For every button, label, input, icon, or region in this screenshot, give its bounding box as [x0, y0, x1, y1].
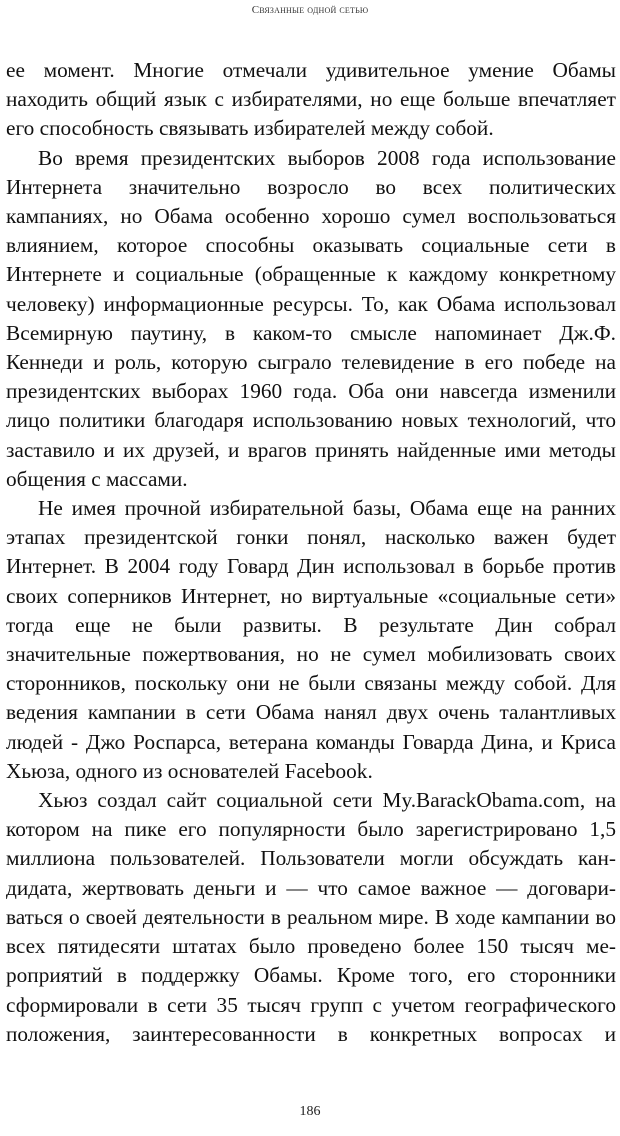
running-header: Связанные одной сетью [251, 4, 369, 16]
paragraph-4: Хьюз создал сайт социальной сети My.BarackObama.com, на котором на пике его популярности было зарегистрировано 1,5 миллиона пользователей. Пользователи могли обсуждать кандидата, жертвовать деньги и — что самое важное — договариваться о своей деятельности в реальном мире. В ходе кампании во всех пятидесяти штатах было проведено более 150 тысяч мероприятий в поддержку Обамы. Кроме того, его сторонники сформировали в сети 35 тысяч групп с учетом географического положения, заинтересованности в конкретных вопросах и [6, 788, 616, 1046]
paragraph-1: ее момент. Многие отмечали удивительное умение Обамы находить общий язык с избирателями, но еще больше впечатляет его способность связывать избирателей между собой. [6, 58, 616, 141]
page-number: 186 [299, 1104, 321, 1119]
paragraph-2: Во время президентских выборов 2008 года использование Интернета значительно возросло во всех политических кампаниях, но Обама особенно хорошо сумел воспользоваться влиянием, которое способны оказывать социальные сети в Интернете и социальные (обращенные к каждому конкретному человеку) информационные ресурсы. То, как Обама использовал Всемирную паутину, в каком-то смысле напоминает Дж.Ф. Кеннеди и роль, которую сыграло телевидение в его победе на президентских выборах 1960 года. Оба они навсегда изменили лицо политики благодаря использованию новых технологий, что заставило и их друзей, и врагов принять найденные ими методы общения с массами. [6, 145, 616, 491]
paragraph-3: Не имея прочной избирательной базы, Обама еще на ранних этапах президентской гонки понял, насколько важен будет Интернет. В 2004 году Говард Дин использовал в борьбе против своих соперников Интернет, но виртуальные «социальные сети» тогда еще не были развиты. В результате Дин собрал значительные пожертвования, но не сумел мобилизовать своих сторонников, поскольку они не были связаны между собой. Для ведения кампании в сети Обама нанял двух очень талантливых людей - Джо Роспарса, ветерана команды Говарда Дина, и Криса Хьюза, одного из основателей Facebook. [6, 496, 616, 783]
page-body [6, 56, 616, 1049]
